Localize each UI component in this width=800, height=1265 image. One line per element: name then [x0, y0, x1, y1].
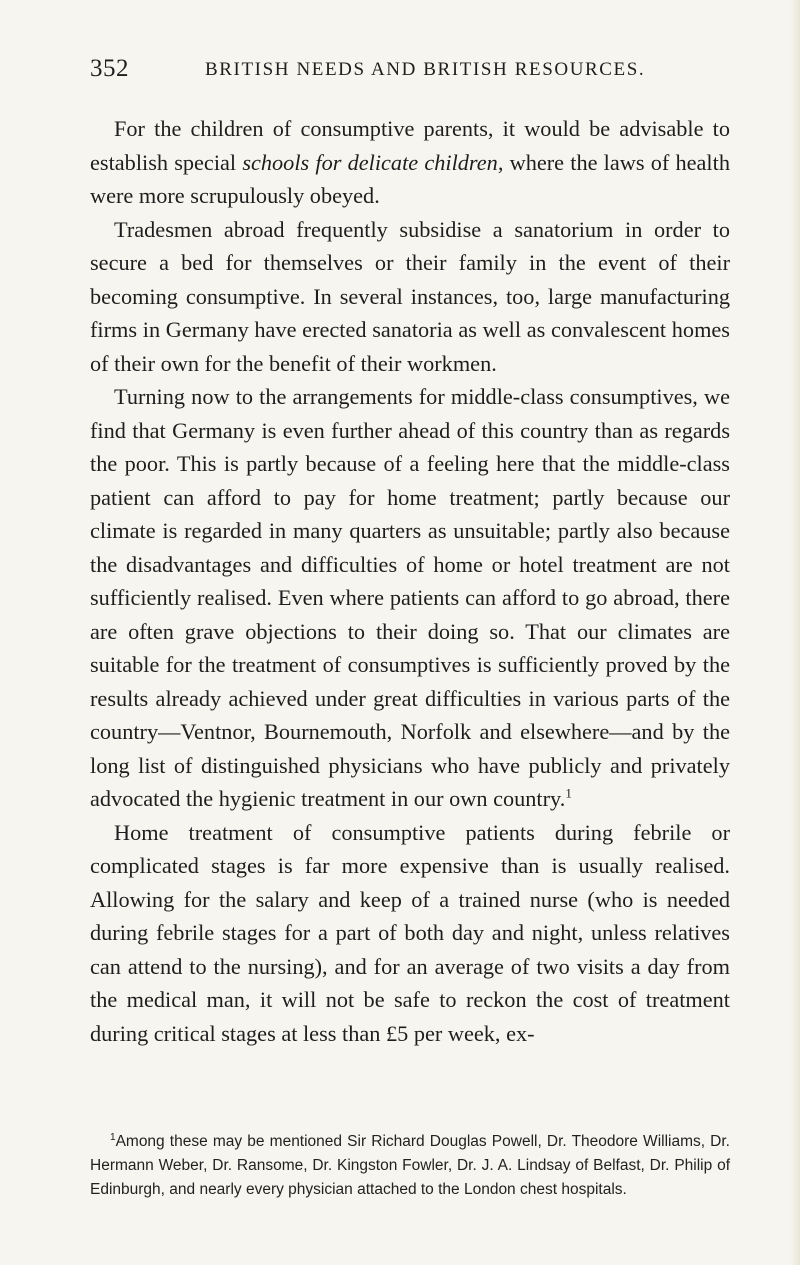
paragraph-middle-class	[90, 380, 730, 816]
footnote-marker: 1	[110, 1131, 116, 1143]
footnote-reference: 1	[565, 785, 572, 801]
page-number: 352	[90, 55, 129, 82]
footnote	[90, 1130, 730, 1202]
italic-phrase: schools for delicate children,	[242, 149, 504, 175]
footnote-text: Among these may be mentioned Sir Richard Douglas Powell, Dr. Theodore Williams, Dr. Hermann Weber, Dr. Ransome, Dr. Kingston Fowler, Dr. J. A. Lindsay of Belfast, Dr. Philip of Edinburgh, and nearly every physician attached to the London chest hospitals.	[90, 1133, 730, 1198]
paragraph-home-treatment: Home treatment of consumptive patients during febrile or complicated stages is far more expensive than is usually realised. Allowing for the salary and keep of a trained nurse (who is needed during febrile stages for a part of both day and night, unless relatives can attend to the nursing), and for an average of two visits a day from the medical man, it will not be safe to reckon the cost of treatment during critical stages at less than £5 per week, ex-	[90, 819, 730, 1046]
page-header	[90, 55, 730, 95]
paragraph-tradesmen: Tradesmen abroad frequently subsidise a sanatorium in order to secure a bed for themselves or their family in the event of their becoming consumptive. In several instances, too, large manufacturing firms in Germany have erected sanatoria as well as convalescent homes of their own for the benefit of their workmen.	[90, 216, 730, 376]
body-text	[90, 112, 730, 1050]
page-edge-shadow	[790, 0, 800, 1265]
paragraph-1-start: For the children of consumptive parents, it would be advisable to establish special	[90, 116, 730, 175]
paragraph-3-text: Turning now to the arrangements for middle-class consumptives, we find that Germany is even further ahead of this country than as regards the poor. This is partly because of a feeling here that the middle-class patient can afford to pay for home treatment; partly because our climate is regarded in many quarters as unsuitable; partly also because the disadvantages and difficulties of home or hotel treatment are not sufficiently realised. Even where patients can afford to go abroad, there are often grave objections to their doing so. That our climates are suitable for the treatment of consumptives is sufficiently proved by the results already achieved under great difficulties in various parts of the country—Ventnor, Bournemouth, Norfolk and elsewhere—and by the long list of distinguished physicians who have publicly and privately advocated the hygienic treatment in our own country.	[90, 384, 730, 811]
running-head: BRITISH NEEDS AND BRITISH RESOURCES.	[205, 59, 646, 80]
paragraph-children-schools	[90, 112, 730, 213]
paragraph-1-end: where the laws of health were more scrupulously obeyed.	[90, 149, 730, 208]
